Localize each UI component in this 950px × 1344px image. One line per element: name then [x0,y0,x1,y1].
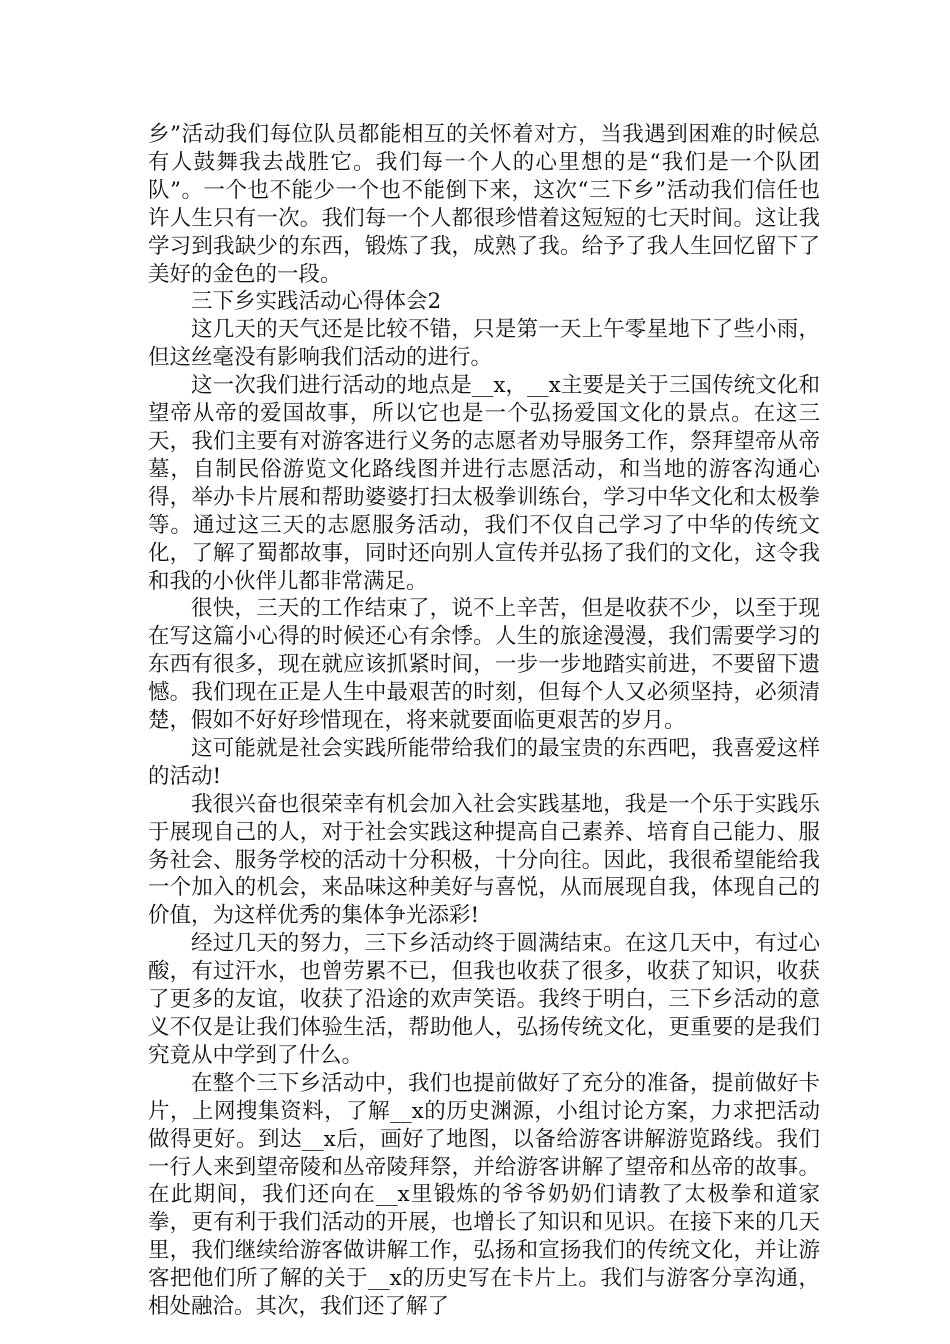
paragraph: 这几天的天气还是比较不错，只是第一天上午零星地下了些小雨，但这丝毫没有影响我们活动的进行。 [148,317,820,371]
paragraph: 经过几天的努力，三下乡活动终于圆满结束。在这几天中，有过心酸，有过汗水，也曾劳累不已，但我也收获了很多，收获了知识，收获了更多的友谊，收获了沿途的欢声笑语。我终于明白，三下乡活动的意义不仅是让我们体验生活，帮助他人，弘扬传统文化，更重要的是我们究竟从中学到了什么。 [148,931,820,1068]
paragraph: 很快，三天的工作结束了，说不上辛苦，但是收获不少，以至于现在写这篇小心得的时候还心有余悸。人生的旅途漫漫，我们需要学习的东西有很多，现在就应该抓紧时间，一步一步地踏实前进，不要留下遗憾。我们现在正是人生中最艰苦的时刻，但每个人又必须坚持，必须清楚，假如不好好珍惜现在，将来就要面临更艰苦的岁月。 [148,596,820,734]
paragraph: 我很兴奋也很荣幸有机会加入社会实践基地，我是一个乐于实践乐于展现自己的人，对于社会实践这种提高自己素养、培育自己能力、服务社会、服务学校的活动十分积极，十分向往。因此，我很希望能给我一个加入的机会，来品味这种美好与喜悦，从而展现自我，体现自己的价值，为这样优秀的集体争光添彩! [148,791,820,929]
paragraph: 这可能就是社会实践所能带给我们的最宝贵的东西吧，我喜爱这样的活动! [148,735,820,789]
document-page [148,121,820,1321]
paragraph: 在整个三下乡活动中，我们也提前做好了充分的准备，提前做好卡片，上网搜集资料，了解__x的历史渊源，小组讨论方案，力求把活动做得更好。到达__x后，画好了地图，以备给游客讲解游览路线。我们一行人来到望帝陵和丛帝陵拜祭，并给游客讲解了望帝和丛帝的故事。在此期间，我们还向在__x里锻炼的爷爷奶奶们请教了太极拳和道家拳，更有利于我们活动的开展，也增长了知识和见识。在接下来的几天里，我们继续给游客做讲解工作，弘扬和宣扬我们的传统文化，并让游客把他们所了解的关于__x的历史写在卡片上。我们与游客分享沟通，相处融洽。其次，我们还了解了 [148,1070,820,1320]
paragraph-continued: 乡”活动我们每位队员都能相互的关怀着对方，当我遇到困难的时候总有人鼓舞我去战胜它。我们每一个人的心里想的是“我们是一个队团队”。一个也不能少一个也不能倒下来，这次“三下乡”活动我们信任也许人生只有一次。我们每一个人都很珍惜着这短短的七天时间。这让我学习到我缺少的东西，锻炼了我，成熟了我。给予了我人生回忆留下了美好的金色的一段。 [148,122,820,287]
section-heading: 三下乡实践活动心得体会2 [191,289,442,315]
paragraph: 这一次我们进行活动的地点是__x，__x主要是关于三国传统文化和望帝从帝的爱国故事，所以它也是一个弘扬爱国文化的景点。在这三天，我们主要有对游客进行义务的志愿者劝导服务工作，祭拜望帝从帝墓，自制民俗游览文化路线图并进行志愿活动，和当地的游客沟通心得，举办卡片展和帮助婆婆打扫太极拳训练台，学习中华文化和太极拳等。通过这三天的志愿服务活动，我们不仅自己学习了中华的传统文化，了解了蜀都故事，同时还向别人宣传并弘扬了我们的文化，这令我和我的小伙伴儿都非常满足。 [148,373,820,594]
